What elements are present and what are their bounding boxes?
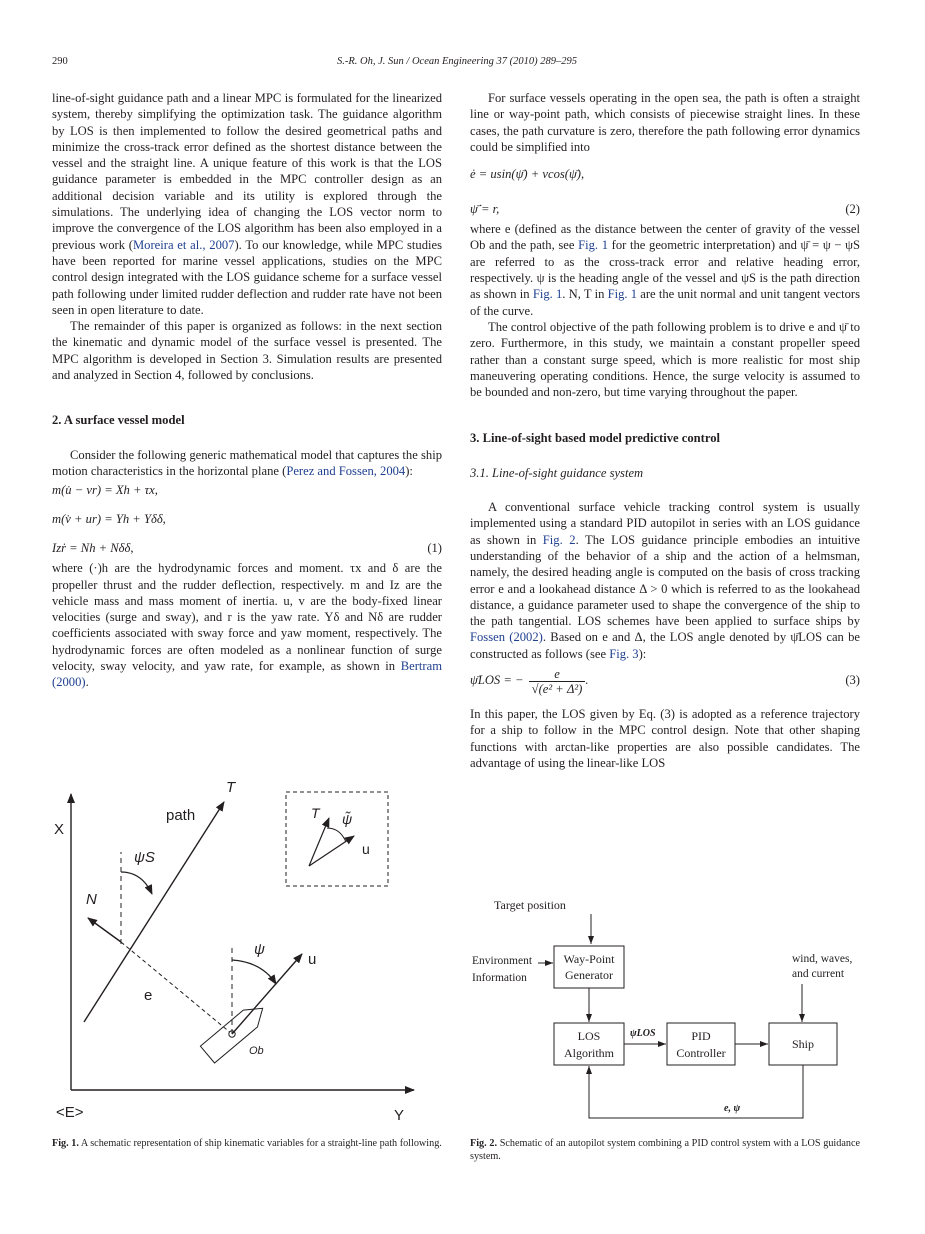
text: are the unit normal and unit tangent vectors of the curve. [470, 287, 860, 318]
inset-box [286, 792, 388, 886]
feedback-line [589, 1065, 803, 1118]
section-heading-2: 2. A surface vessel model [52, 413, 185, 428]
information-label: Information [472, 972, 527, 984]
figure-link[interactable]: Fig. 1 [532, 287, 563, 302]
normal-vector [88, 918, 121, 942]
cross-track-label: e [144, 987, 153, 1004]
paragraph: For surface vessels operating in the open sea, the path is often a straight line or way-point path, which consists of piecewise straight lines. In these cases, the path curvature is zero, therefore the path following error dynamics could be simplified into [470, 91, 860, 154]
psi-s-arc [121, 872, 152, 894]
ship-label: Ship [791, 1037, 815, 1051]
citation-link[interactable]: Bertram (2000) [52, 659, 442, 690]
psi-s-label: ψS [134, 849, 155, 866]
psi-label: ψ [254, 941, 265, 958]
citation-link[interactable]: Fossen (2002) [470, 630, 543, 645]
ob-label: Ob [249, 1045, 264, 1057]
paragraph [470, 499, 860, 662]
y-axis-label: Y [394, 1107, 405, 1124]
paragraph [52, 90, 442, 318]
equation-text: . [585, 673, 589, 688]
text: Consider the following generic mathematical model that captures the ship motion characteristics in the horizontal plane ( [52, 447, 442, 478]
normal-label: N [86, 891, 97, 908]
tangent-label: T [226, 779, 236, 796]
paragraph [470, 221, 860, 319]
surge-vector [232, 954, 302, 1034]
figure-link[interactable]: Fig. 2 [542, 532, 576, 547]
text: . N, T in [562, 287, 608, 302]
equation-number: (2) [845, 202, 860, 217]
psi-los-label: ψLOS [630, 1028, 656, 1039]
text: . [85, 675, 89, 690]
citation-link[interactable]: Perez and Fossen, 2004 [286, 463, 406, 478]
paragraph: In this paper, the LOS given by Eq. (3) is adopted as a reference trajectory for a ship to follow in the MPC control design. Note that other shaping functions with arctan-like properties are also possible candidates. The advantage of using the linear-like LOS [470, 707, 860, 770]
figure-1-caption [52, 1137, 442, 1150]
text: . The LOS guidance principle embodies an intuitive understanding of the behavior of a ship and the action of a helmsman, namely, the desired heading angle is computed on the basis of cross tracking error e and a lookahead distance Δ > 0 which is referred to as the lookahead distance, a guidance parameter used to shape the convergence of the ship to the path tangential. LOS schemes have been applied to surface ships by [470, 532, 860, 629]
paragraph: The remainder of this paper is organized as follows: in the next section the kinematic and dynamic model of the surface vessel is presented. The MPC algorithm is developed in Section 3. Simulation results are presented and analyzed in Section 4, followed by conclusions. [52, 319, 442, 383]
left-column [52, 90, 442, 691]
right-column [470, 90, 860, 771]
figure-2-diagram [466, 892, 866, 1126]
pid-label: PID [691, 1029, 711, 1043]
equation-3 [470, 662, 860, 698]
inset-surge-label: u [362, 841, 370, 857]
page-number: 290 [52, 56, 68, 67]
cross-track-line [121, 942, 232, 1034]
equation-1b [52, 508, 442, 531]
text: line-of-sight guidance path and a linear MPC is formulated for the linearized system, thereby simplifying the optimization task. The guidance algorithm by LOS is then implemented to follow the desired geometrical paths and minimize the cross-track error defined as the shortest distance between the vessel and the straight line. A unique feature of this work is that the LOS guidance parameter is embedded in the MPC controller design as an additional decision variable and its utility is explored through the simulations. The underlying idea of changing the LOS vector norm to improve the convergence of the LOS algorithm has been also employed in a previous work ( [52, 91, 442, 252]
inset-tangent-label: T [311, 805, 320, 821]
controller-label: Controller [676, 1046, 726, 1060]
text: . Based on e and Δ, the LOS angle denoted by ψ̄LOS can be constructed as follows (see [470, 630, 861, 661]
equation-1a [52, 479, 442, 502]
equation-2a [470, 163, 860, 186]
e-axis-label: <E> [56, 1104, 84, 1121]
text: A conventional surface vehicle tracking control system is usually implemented using a standard PID autopilot in series with an LOS guidance as shown in [470, 500, 860, 547]
equation-text: ψ̄LOS = − [470, 673, 524, 688]
caption-text: A schematic representation of ship kinematic variables for a straight-line path following. [78, 1138, 442, 1149]
path-line [84, 802, 224, 1022]
equation-number: (1) [427, 541, 442, 556]
fraction [529, 666, 589, 696]
citation-link[interactable]: Moreira et al., 2007 [132, 237, 235, 252]
paragraph: The control objective of the path following problem is to drive e and ψ̄ to zero. Furthermore, in this study, we maintain a constant propeller speed rather than a constant surge speed, which is more realistic for most ship maneuvering operating conditions. Hence, the surge velocity is assumed to be bounded and non-zero, but time varying throughout the paper. [470, 319, 860, 400]
paragraph [52, 447, 442, 480]
caption-label: Fig. 1. [52, 1138, 79, 1149]
figure-1-diagram [44, 772, 444, 1132]
text: for the geometric interpretation) and ψ̄ = ψ − ψS are referred to as the cross-track error and relative heading error, respectively. ψ is the heading angle of the vessel and ψS is the path direction as shown in [470, 238, 860, 302]
equation-text: ė = usin(ψ̄) + vcos(ψ̄), [470, 167, 585, 182]
text: where e (defined as the distance between the center of gravity of the vessel Ob and the path, see [470, 222, 860, 253]
running-header [52, 56, 862, 70]
algorithm-label: Algorithm [564, 1046, 614, 1060]
environment-label: Environment [472, 955, 533, 967]
caption-label: Fig. 2. [470, 1138, 498, 1149]
paragraph [52, 560, 442, 690]
disturbance-label: wind, waves, [792, 953, 853, 965]
equation-text: ψ̄̇ = r, [470, 202, 500, 217]
denominator: √(e² + Δ²) [531, 681, 583, 696]
numerator: e [529, 667, 586, 682]
feedback-label: e, ψ [724, 1103, 741, 1114]
x-axis-label: X [54, 821, 65, 838]
equation-text: m(v̇ + ur) = Yh + Yδδ, [52, 512, 166, 527]
path-label: path [166, 807, 196, 824]
text: ): [638, 646, 647, 661]
running-title: S.-R. Oh, J. Sun / Ocean Engineering 37 (2010) 289–295 [337, 56, 577, 67]
figure-link[interactable]: Fig. 1 [578, 238, 609, 253]
inset-psi-label: ψ̃ [342, 811, 353, 827]
psi-arc [232, 960, 276, 984]
figure-link[interactable]: Fig. 3 [609, 646, 639, 661]
inset-angle-arc [327, 828, 346, 842]
surge-label: u [308, 951, 317, 968]
text: ). To our knowledge, while MPC studies have been reported for marine vessel applications, studies on the MPC control design integrated with the LOS guidance scheme for a surface vessel path following under limited rudder deflection and rudder rate have not been seen in open literature to date. [52, 237, 442, 317]
figure-2-caption [470, 1137, 860, 1163]
generator-label: Generator [565, 968, 613, 982]
text: ): [405, 463, 413, 478]
text: where (·)h are the hydrodynamic forces and moment. τx and δ are the propeller thrust and the rudder deflection, respectively. m and Iz are the vehicle mass and mass moment of inertia. u, v are the body-fixed linear velocities (surge and sway), and r is the yaw rate. Yδ and Nδ are rudder coefficients associated with sway force and yaw moment, respectively. The hydrodynamic forces are often modeled as a nonlinear function of surge velocity, sway velocity, and yaw rate, for example, as shown in [52, 561, 442, 674]
equation-1c [52, 537, 442, 560]
equation-text: m(u̇ − vr) = Xh + τx, [52, 483, 158, 498]
caption-text: Schematic of an autopilot system combining a PID control system with a LOS guidance system. [470, 1138, 860, 1162]
equation-text: Izṙ = Nh + Nδδ, [52, 541, 134, 556]
way-point-label: Way-Point [563, 952, 615, 966]
section-heading-3: 3. Line-of-sight based model predictive control [470, 431, 720, 446]
target-position-label: Target position [494, 898, 566, 912]
equation-number: (3) [845, 673, 860, 688]
disturbance-label-2: and current [792, 968, 845, 980]
los-label: LOS [577, 1029, 601, 1043]
subsection-heading-3-1: 3.1. Line-of-sight guidance system [470, 465, 644, 480]
equation-2b [470, 198, 860, 221]
figure-link[interactable]: Fig. 1 [607, 287, 638, 302]
